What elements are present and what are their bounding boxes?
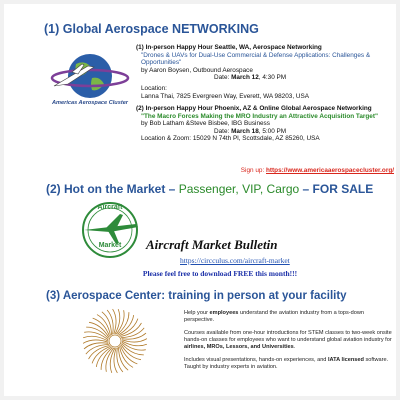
globe-plane-icon: [48, 46, 132, 102]
sunburst-ray: [86, 345, 109, 355]
section3-paragraph-2: Courses available from one-hour introductions for STEM classes to two-week onsite hands-on classes for employees who want to understand global aviation industry for airlines, MROs, Lessors, and Universities.: [184, 330, 392, 350]
sunburst-center: [109, 335, 121, 347]
sunburst-ray: [117, 348, 123, 372]
sunburst-ray: [93, 318, 110, 336]
sunburst-ray: [119, 315, 134, 335]
logo-caption: Americas Aerospace Cluster: [52, 100, 128, 106]
event2-title: (2) In-person Happy Hour Phoenix, AZ & Online Global Aerospace Networking: [136, 105, 372, 112]
sunburst-ray: [122, 333, 146, 339]
event1-date: March 12: [231, 74, 259, 82]
sunburst-ray: [102, 312, 112, 335]
sunburst-ray: [84, 332, 108, 340]
sunburst-ray: [89, 345, 110, 359]
event1-location: Lanna Thai, 7825 Evergreen Way, Everett, WA 98203, USA: [141, 92, 310, 100]
sunburst-ray: [106, 348, 114, 372]
sunburst-icon: [80, 306, 150, 376]
event1-time: , 4:30 PM: [258, 74, 287, 82]
sunburst-ray: [84, 343, 108, 349]
sunburst-ray: [96, 347, 111, 367]
sunburst-ray: [119, 346, 133, 367]
section3-paragraph-3: Includes visual presentations, hands-on experiences, and IATA licensed software. Taught by industry experts in aviation.: [184, 357, 389, 370]
sunburst-ray: [107, 310, 113, 334]
signup-link[interactable]: https://www.americaaerospacecluster.org/: [266, 167, 394, 174]
section3-paragraph-1: Help your employees understand the aviation industry from a tops-down perspective.: [184, 310, 365, 323]
sunburst-ray: [89, 322, 109, 337]
event2-time: , 5:00 PM: [258, 127, 287, 135]
event1-title: (1) In-person Happy Hour Seattle, WA, Aerospace Networking: [136, 44, 322, 51]
download-note: Please feel free to download FREE this month!!!: [142, 269, 298, 278]
sunburst-ray: [122, 342, 146, 350]
sunburst-ray: [121, 328, 144, 338]
event1-location-label: Location:: [141, 84, 167, 92]
section2-categories: Passenger, VIP, Cargo: [178, 182, 300, 196]
event1-speaker: by Aaron Boysen, Outbound Aerospace: [141, 66, 253, 74]
aerospace-center-logo: [80, 306, 150, 376]
bulletin-title: Aircraft Market Bulletin: [146, 237, 278, 252]
section3-body: [184, 310, 392, 371]
sunburst-ray: [119, 347, 129, 370]
event2-speaker: by Bob Latham &Steve Bisbee, IBG Business: [141, 120, 270, 128]
bulletin-link[interactable]: https://circculus.com/aircraft-market: [180, 256, 290, 265]
event-1: [136, 44, 394, 100]
sunburst-ray: [116, 310, 124, 334]
section2-heading: (2) Hot on the Market – Passenger, VIP, Cargo – FOR SALE: [46, 182, 374, 196]
sunburst-ray: [92, 346, 110, 363]
flyer-page: [4, 4, 396, 396]
americas-aerospace-cluster-logo: [48, 46, 132, 116]
event2-subtitle: "The Macro Forces Making the MRO Industry an Attractive Acquisition Target": [141, 112, 378, 120]
sunburst-ray: [121, 345, 141, 360]
sunburst-ray: [119, 319, 137, 336]
sunburst-ray: [120, 323, 141, 337]
section3-heading: (3) Aerospace Center: training in person at your facility: [46, 290, 347, 302]
event2-location: Location & Zoom: 15029 N 74th Pl, Scottsdale, AZ 85260, USA: [141, 135, 320, 143]
event2-date-line: Date: March 18, 5:00 PM: [214, 127, 287, 135]
signup-line: Sign up: https://www.americaaerospacecluster.org/: [240, 167, 394, 174]
sunburst-ray: [97, 315, 111, 336]
logo-top-text: Aircraft: [97, 204, 123, 211]
sunburst-ray: [120, 345, 137, 363]
logo-bottom-text: Market: [98, 242, 122, 249]
aircraft-market-logo: [80, 200, 140, 260]
event2-date: March 18: [231, 127, 259, 135]
section1-heading: (1) Global Aerospace NETWORKING: [44, 22, 259, 36]
event1-subtitle: "Drones & UAVs for Dual-Use Commercial & Defense Applications: Challenges & Opportunities": [141, 51, 371, 67]
event-2: [136, 105, 391, 143]
event1-date-line: Date: March 12, 4:30 PM: [214, 74, 287, 82]
